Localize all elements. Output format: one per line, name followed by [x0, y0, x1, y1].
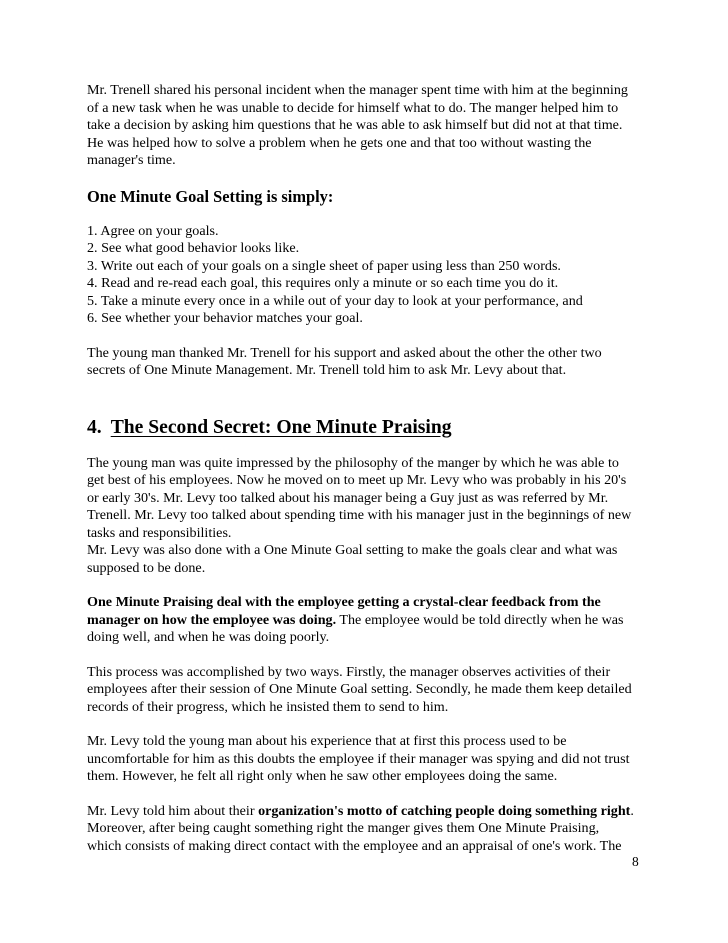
paragraph-praising-definition: [87, 594, 652, 647]
goal-setting-heading: One Minute Goal Setting is simply:: [87, 186, 334, 206]
bold-phrase: One Minute Praising deal with the employee getting a crystal-clear feedback from the: [87, 594, 601, 610]
text-line: of a new task when he was unable to decide for himself what to do. The manger helped him to: [87, 99, 619, 116]
text-line: uncomfortable for him as this doubts the employee if their manager was spying and did not trust: [87, 750, 630, 767]
list-item: 3. Write out each of your goals on a single sheet of paper using less than 250 words.: [87, 257, 561, 274]
text-line: take a decision by asking him questions that he was able to ask himself but did not at that time.: [87, 117, 623, 133]
bold-phrase: organization's motto of catching people doing something right: [258, 802, 631, 819]
text-line: employees after their session of One Minute Goal setting. Secondly, he made them keep detailed: [87, 681, 632, 697]
document-page: [87, 82, 652, 855]
text-line: He was helped how to solve a problem when he gets one and that too without wasting the: [87, 134, 592, 151]
bold-phrase: manager on how the employee was doing.: [87, 611, 337, 628]
goal-setting-list: [87, 223, 652, 328]
text-line: Mr. Trenell shared his personal incident when the manager spent time with him at the beginning: [87, 82, 628, 98]
paragraph-organization-motto: [87, 803, 652, 856]
list-item: 6. See whether your behavior matches your goal.: [87, 310, 363, 326]
paragraph-trenell-incident: [87, 82, 652, 170]
text-fragment: .: [630, 802, 634, 819]
section-heading: [87, 416, 652, 440]
text-line: supposed to be done.: [87, 559, 206, 576]
text-line: records of their progress, which he insisted them to send to him.: [87, 698, 449, 715]
text-line: Mr. Levy told the young man about his experience that at first this process used to be: [87, 733, 567, 749]
text-line: Trenell. Mr. Levy too talked about spending time with his manager just in the beginnings of new: [87, 507, 632, 523]
text-fragment: Mr. Levy told him about their: [87, 802, 259, 819]
text-line: tasks and responsibilities.: [87, 524, 232, 541]
text-line: This process was accomplished by two ways. Firstly, the manager observes activities of their: [87, 663, 611, 680]
text-line: The young man was quite impressed by the philosophy of the manger by which he was able to: [87, 454, 619, 471]
page-number: 8: [632, 854, 639, 869]
text-line: or early 30's. Mr. Levy too talked about his manager being a Guy just as was referred by Mr.: [87, 489, 609, 506]
list-item: 2. See what good behavior looks like.: [87, 240, 300, 256]
paragraph-levy-experience: [87, 733, 652, 786]
text-line: get best of his employees. Now he moved on to meet up Mr. Levy who was probably in his 20's: [87, 472, 627, 488]
list-item: 1. Agree on your goals.: [87, 222, 219, 239]
text-line: which consists of making direct contact with the employee and an appraisal of one's work. The: [87, 837, 622, 854]
text-line: The young man thanked Mr. Trenell for his support and asked about the other the other two: [87, 344, 602, 361]
list-item: 4. Read and re-read each goal, this requires only a minute or so each time you do it.: [87, 275, 559, 291]
text-line: [87, 612, 652, 630]
paragraph-young-man-thanks: [87, 345, 652, 380]
paragraph-process: [87, 664, 652, 717]
list-item: 5. Take a minute every once in a while out of your day to look at your performance, and: [87, 292, 583, 309]
section-title: The Second Secret: One Minute Praising: [110, 416, 452, 438]
text-line: [87, 594, 652, 612]
text-line: Mr. Levy was also done with a One Minute Goal setting to make the goals clear and what was: [87, 542, 618, 558]
paragraph-young-man-impressed: [87, 455, 652, 578]
text-line: doing well, and when he was doing poorly.: [87, 629, 330, 645]
text-fragment: The employee would be told directly when he was: [336, 611, 624, 628]
section-number: 4.: [87, 416, 102, 438]
text-line: Moreover, after being caught something right the manger gives them One Minute Praising,: [87, 820, 600, 836]
text-line: secrets of One Minute Management. Mr. Trenell told him to ask Mr. Levy about that.: [87, 362, 567, 378]
text-line: [87, 803, 652, 821]
text-line: manager's time.: [87, 152, 176, 168]
text-line: them. However, he felt all right only when he saw other employees doing the same.: [87, 768, 558, 784]
